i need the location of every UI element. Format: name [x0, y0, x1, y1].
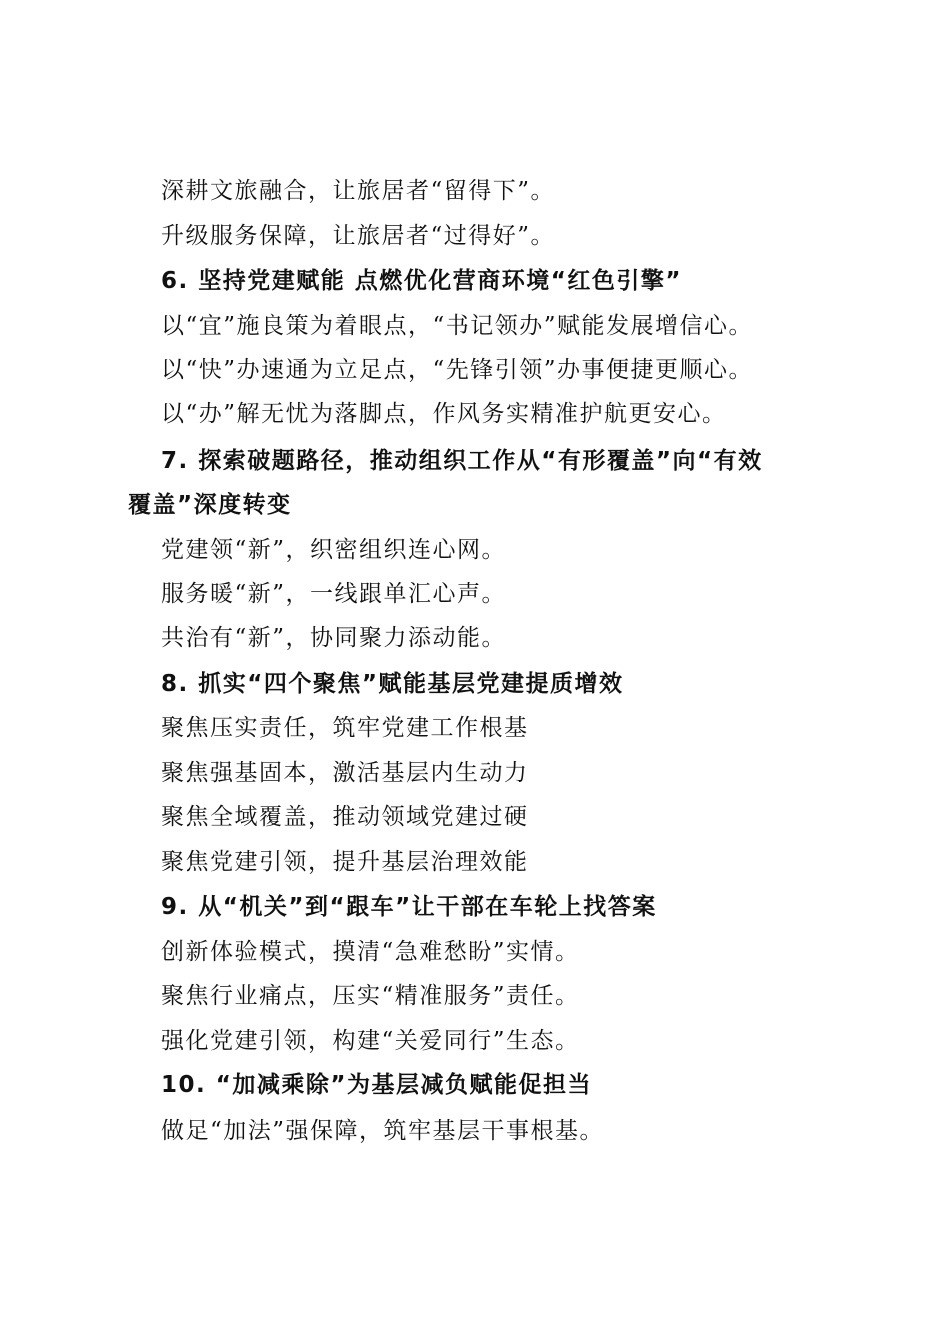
section-heading-continuation: 覆盖”深度转变 — [128, 492, 292, 518]
paragraph-line: 党建领“新”，织密组织连心网。 — [161, 537, 507, 563]
paragraph-line: 创新体验模式，摸清“急难愁盼”实情。 — [161, 939, 580, 965]
paragraph-line: 深耕文旅融合，让旅居者“留得下”。 — [161, 178, 556, 204]
section-heading: 9. 从“机关”到“跟车”让干部在车轮上找答案 — [161, 894, 657, 920]
paragraph-line: 聚焦强基固本，激活基层内生动力 — [161, 760, 529, 786]
paragraph-line: 以“宜”施良策为着眼点，“书记领办”赋能发展增信心。 — [161, 313, 754, 339]
paragraph-line: 聚焦全域覆盖，推动领域党建过硬 — [161, 804, 529, 830]
paragraph-line: 做足“加法”强保障，筑牢基层干事根基。 — [161, 1118, 605, 1144]
paragraph-line: 共治有“新”，协同聚力添动能。 — [161, 625, 507, 651]
paragraph-line: 聚焦党建引领，提升基层治理效能 — [161, 849, 529, 875]
paragraph-line: 聚焦行业痛点，压实“精准服务”责任。 — [161, 983, 580, 1009]
paragraph-line: 服务暖“新”，一线跟单汇心声。 — [161, 581, 507, 607]
paragraph-line: 强化党建引领，构建“关爱同行”生态。 — [161, 1028, 580, 1054]
section-heading: 10. “加减乘除”为基层减负赋能促担当 — [161, 1072, 592, 1098]
paragraph-line: 升级服务保障，让旅居者“过得好”。 — [161, 223, 556, 249]
paragraph-line: 以“快”办速通为立足点，“先锋引领”办事便捷更顺心。 — [161, 357, 754, 383]
section-heading: 7. 探索破题路径，推动组织工作从“有形覆盖”向“有效 — [161, 448, 763, 474]
section-heading: 8. 抓实“四个聚焦”赋能基层党建提质增效 — [161, 671, 624, 697]
paragraph-line: 以“办”解无忧为落脚点，作风务实精准护航更安心。 — [161, 401, 727, 427]
paragraph-line: 聚焦压实责任，筑牢党建工作根基 — [161, 715, 529, 741]
section-heading: 6. 坚持党建赋能 点燃优化营商环境“红色引擎” — [161, 268, 682, 294]
